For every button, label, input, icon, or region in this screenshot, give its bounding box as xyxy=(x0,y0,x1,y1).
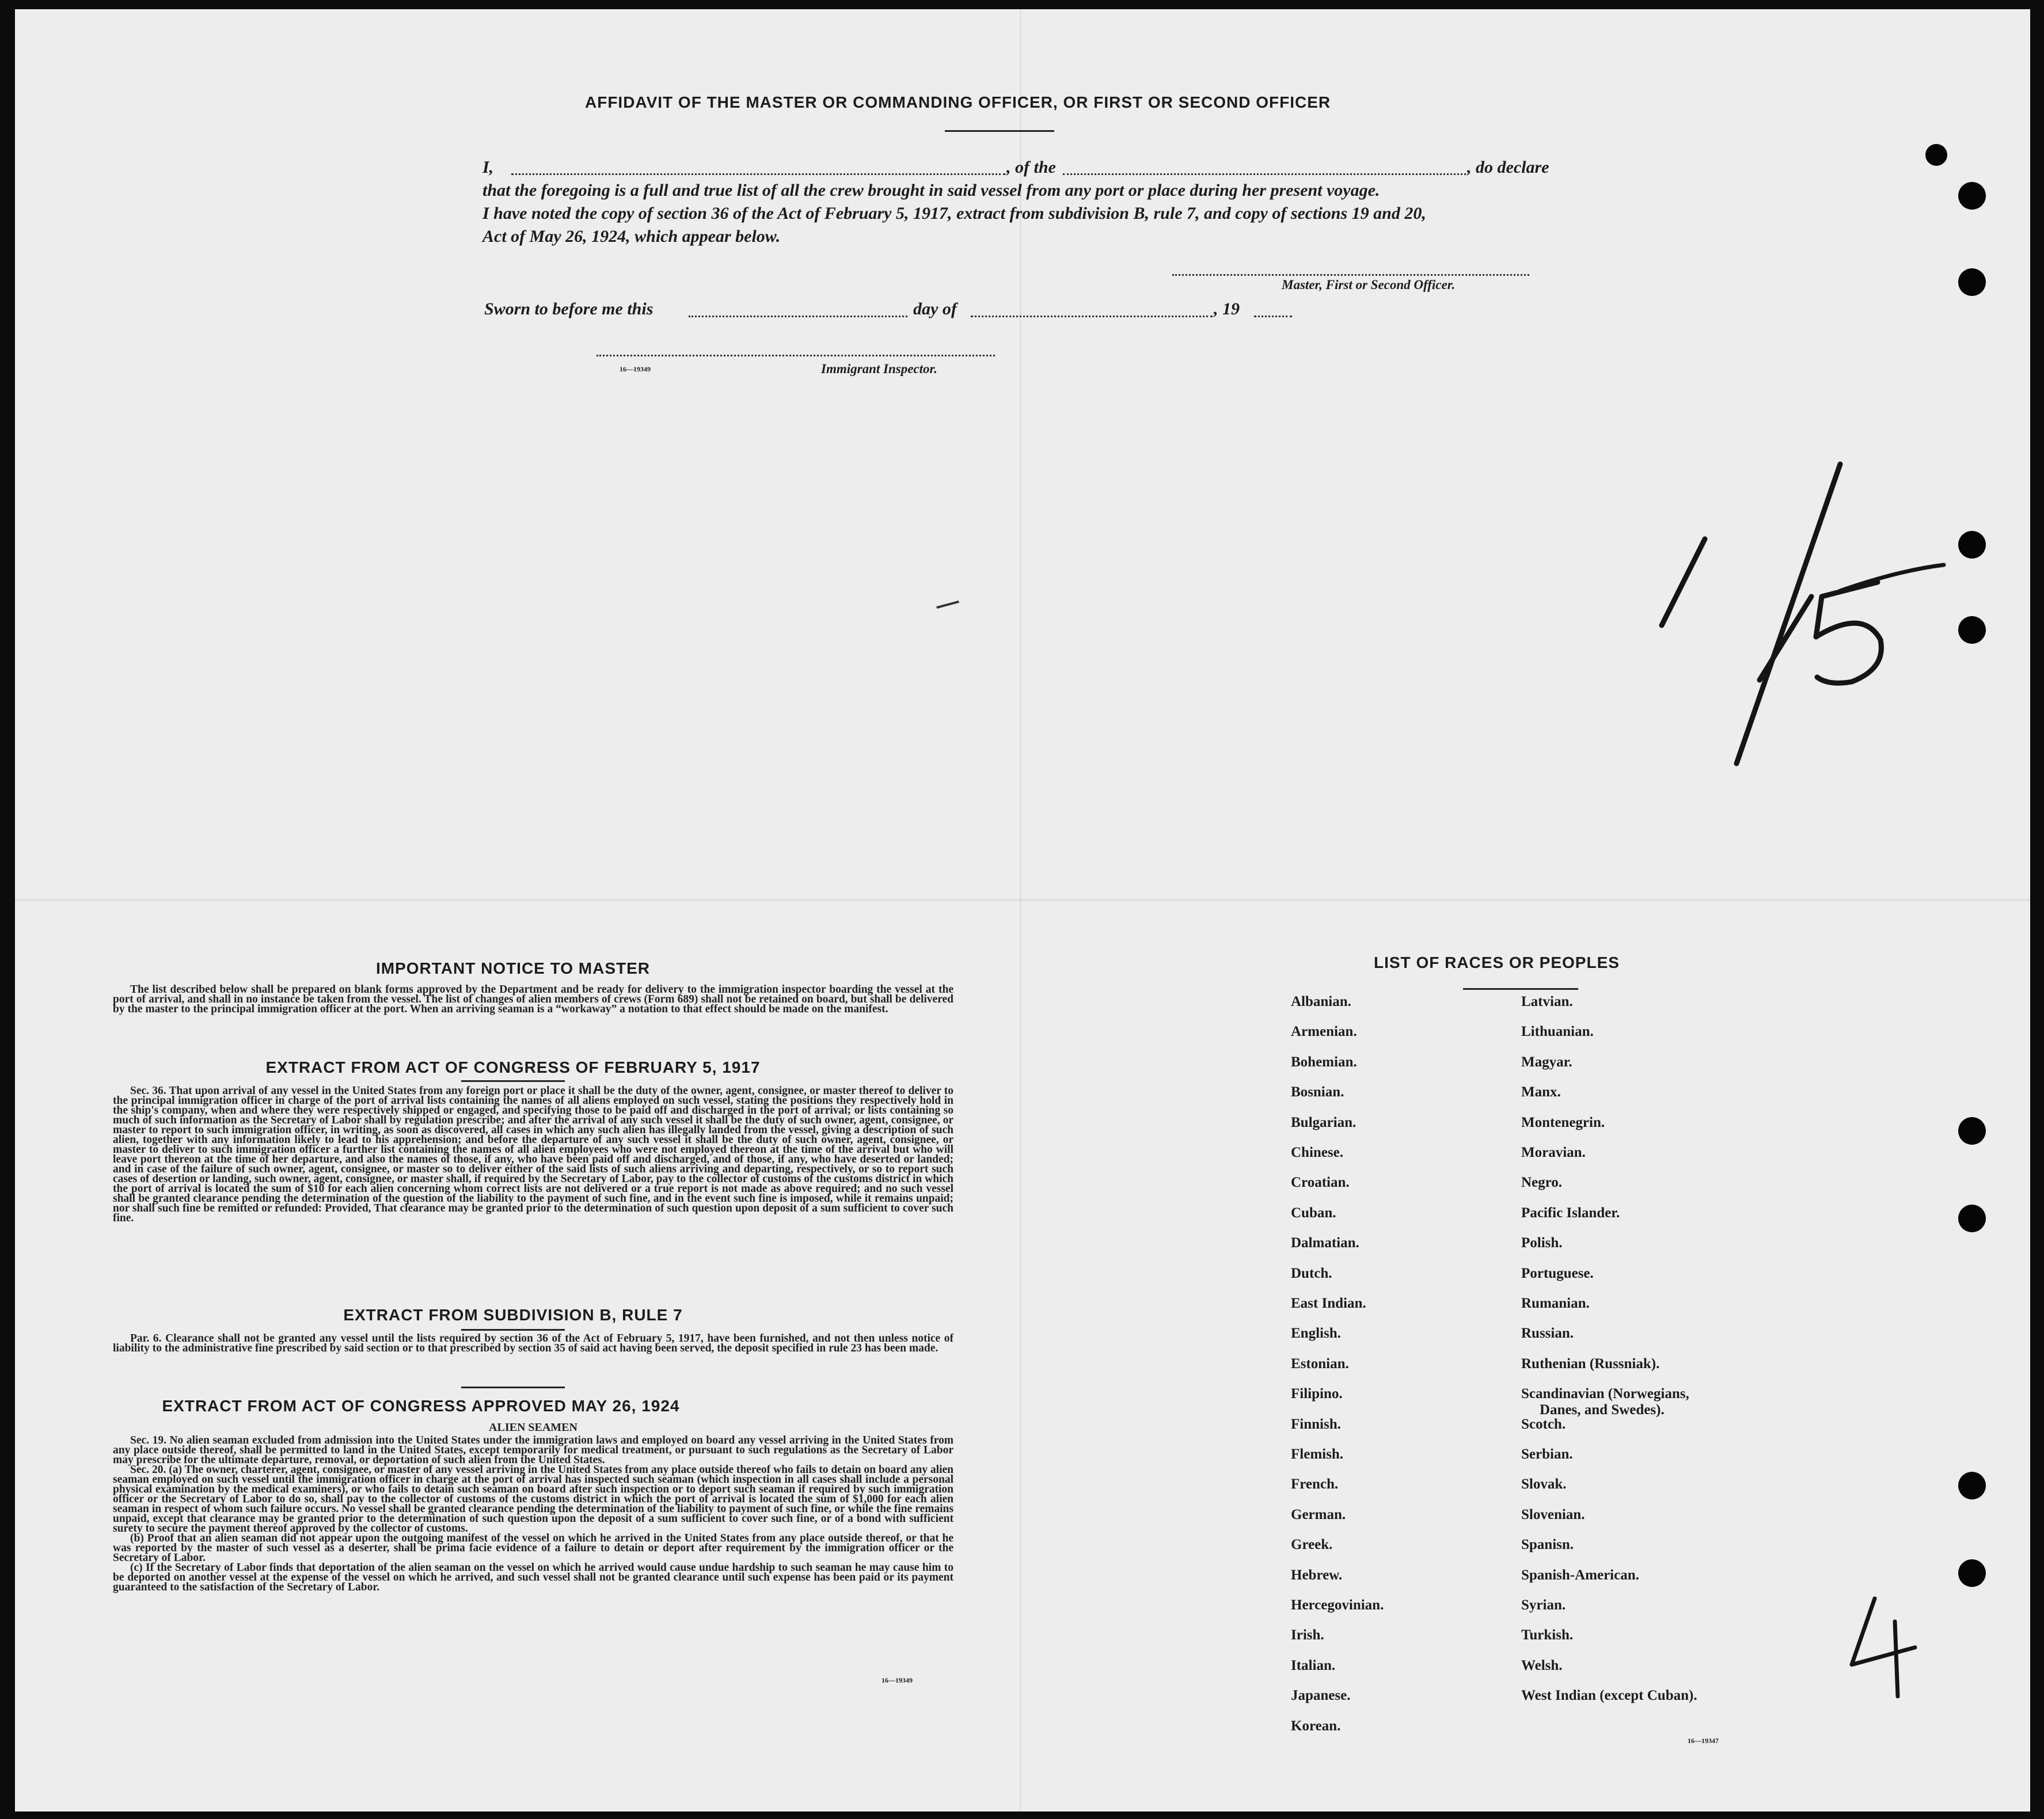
race-item: Negro. xyxy=(1521,1175,1563,1191)
extract-1924-title: EXTRACT FROM ACT OF CONGRESS APPROVED MAY 26, 1924 xyxy=(162,1397,680,1415)
sec-20b-paragraph: (b) Proof that an alien seaman did not appear upon the outgoing manifest of the vessel on which he arrived in the United States from any place outside thereof, or that he was reported by the master of such vessel as a deserter, shall be prima facie evidence of a failure to detain or deport after requirement by the immigration officer or the Secretary of Labor. xyxy=(113,1532,953,1564)
race-item: Pacific Islander. xyxy=(1521,1205,1620,1221)
fold-crease xyxy=(1020,9,1021,1812)
race-item: Chinese. xyxy=(1291,1145,1343,1160)
race-item: West Indian (except Cuban). xyxy=(1521,1688,1697,1704)
race-item: Lithuanian. xyxy=(1521,1024,1594,1040)
race-item: Greek. xyxy=(1291,1537,1333,1553)
race-item: Hebrew. xyxy=(1291,1567,1343,1583)
race-item: Russian. xyxy=(1521,1326,1574,1342)
race-item: Bohemian. xyxy=(1291,1054,1357,1070)
day-of-label: day of xyxy=(913,299,957,318)
race-item: Spanisn. xyxy=(1521,1537,1574,1553)
races-title: LIST OF RACES OR PEOPLES xyxy=(1374,954,1620,971)
sworn-day-blank[interactable] xyxy=(689,316,907,317)
race-item: Montenegrin. xyxy=(1521,1114,1605,1130)
document-page xyxy=(15,9,2030,1812)
master-signature-line[interactable] xyxy=(1172,274,1529,276)
sworn-year-blank[interactable] xyxy=(1254,316,1292,317)
punch-hole xyxy=(1958,1472,1986,1499)
race-item: Cuban. xyxy=(1291,1205,1336,1221)
notice-paragraph: The list described below shall be prepared on blank forms approved by the Department and be ready for delivery to the immigration inspector boarding the vessel at the port of arrival, and shall in no instance be taken from the vessel. The list of changes of alien members of crews (Form 689) shall not be retained on board, but shall be delivered by the master to the principal immigration officer at the port. When an arriving seaman is a “workaway” a notation to that effect should be made on the manifest. xyxy=(113,983,953,1015)
sworn-month-blank[interactable] xyxy=(971,316,1213,317)
race-item: Albanian. xyxy=(1291,994,1351,1009)
affidavit-line-2: that the foregoing is a full and true list of all the crew brought in said vessel from any port or place during her present voyage. xyxy=(482,181,1380,200)
race-item: Turkish. xyxy=(1521,1627,1574,1643)
extract-rule7-text xyxy=(113,1334,953,1368)
race-item: Ruthenian (Russniak). xyxy=(1521,1355,1660,1372)
race-item: Finnish. xyxy=(1291,1416,1341,1432)
punch-hole xyxy=(1958,531,1986,559)
punch-hole xyxy=(1958,268,1986,296)
race-item: Scotch. xyxy=(1521,1416,1566,1432)
affidavit-title: AFFIDAVIT OF THE MASTER OR COMMANDING OFFICER, OR FIRST OR SECOND OFFICER xyxy=(585,93,1331,111)
race-item: Bosnian. xyxy=(1291,1084,1344,1100)
extract-rule7-rule xyxy=(461,1329,565,1331)
affidavit-title-rule xyxy=(945,130,1054,132)
race-item: East Indian. xyxy=(1291,1296,1366,1311)
stray-mark xyxy=(936,601,959,609)
extract-1924-text xyxy=(113,1421,953,1674)
notice-text xyxy=(113,985,953,1036)
name-blank[interactable] xyxy=(511,173,1005,175)
race-item: Estonian. xyxy=(1291,1355,1349,1372)
notice-title: IMPORTANT NOTICE TO MASTER xyxy=(375,959,651,977)
race-item: Flemish. xyxy=(1291,1446,1343,1462)
punch-hole xyxy=(1958,1205,1986,1232)
race-item: Rumanian. xyxy=(1521,1296,1590,1311)
extract-1917-text xyxy=(113,1086,953,1282)
race-item: Serbian. xyxy=(1521,1446,1573,1462)
extract-form-number: 16—19349 xyxy=(882,1676,913,1684)
race-item: Dutch. xyxy=(1291,1265,1332,1281)
affidavit-line-4: Act of May 26, 1924, which appear below. xyxy=(482,227,781,246)
extract-rule7-title: EXTRACT FROM SUBDIVISION B, RULE 7 xyxy=(343,1306,683,1324)
races-form-number: 16—19347 xyxy=(1688,1737,1719,1745)
handwritten-page-number xyxy=(1840,1587,1927,1702)
affidavit-of-the-label: , of the xyxy=(1006,158,1056,177)
race-item: German. xyxy=(1291,1506,1346,1522)
year-label: , 19 xyxy=(1214,299,1240,318)
sec-20a-paragraph: Sec. 20. (a) The owner, charterer, agent, consignee, or master of any vessel arriving in the United States from any place outside thereof who fails to detain on board any alien seaman employed on such vessel until the immigration officer in charge at the port of arrival has inspected such seaman (which inspection in all cases shall include a personal physical examination by the medical examiners), or who fails to detain such seaman on board after such inspection or to deport such seaman if required by such immigration officer or the Secretary of Labor to do so, shall pay to the collector of customs of the customs district in which the port of arrival is located the sum of $1,000 for each alien seaman in respect of whom such failure occurs. No vessel shall be granted clearance pending the determination of the liability to payment of such fine, or while the fine remains unpaid, except that clearance may be granted prior to the determination of such question upon the deposit of a sum sufficient to cover such fine, or of a bond with sufficient surety to secure the payment thereof approved by the collector of customs. xyxy=(113,1464,953,1535)
alien-seamen-subtitle: ALIEN SEAMEN xyxy=(489,1421,578,1434)
race-item: Italian. xyxy=(1291,1657,1336,1673)
extract-1924-top-rule xyxy=(461,1387,565,1388)
races-title-rule xyxy=(1463,988,1578,990)
race-item: Japanese. xyxy=(1291,1688,1351,1704)
race-item: Armenian. xyxy=(1291,1024,1357,1040)
race-item: Filipino. xyxy=(1291,1386,1343,1402)
race-item: Irish. xyxy=(1291,1627,1324,1643)
affidavit-do-declare-label: , do declare xyxy=(1467,158,1549,177)
handwritten-number xyxy=(1621,453,1990,781)
race-item: Korean. xyxy=(1291,1718,1341,1734)
sec-19-paragraph: Sec. 19. No alien seaman excluded from admission into the United States under the immigration laws and employed on board any vessel arriving in the United States from any place outside thereof, shall be permitted to land in the United States, except temporarily for medical treatment, or pursuant to such regulations as the Secretary of Labor may prescribe for the ultimate departure, removal, or deportation of such alien from the United States. xyxy=(113,1434,953,1466)
race-item: French. xyxy=(1291,1476,1339,1493)
handwritten-page-number-text xyxy=(15,9,16,10)
race-item: Latvian. xyxy=(1521,994,1573,1009)
race-item: Spanish-American. xyxy=(1521,1567,1639,1583)
race-item: Slovenian. xyxy=(1521,1506,1585,1522)
affidavit-i-label: I, xyxy=(482,158,494,177)
inspector-caption: Immigrant Inspector. xyxy=(821,362,937,376)
punch-hole xyxy=(1958,616,1986,644)
punch-hole xyxy=(1958,1559,1986,1587)
race-item: Magyar. xyxy=(1521,1054,1572,1070)
affidavit-form-number: 16—19349 xyxy=(620,365,651,373)
sec-36-paragraph: Sec. 36. That upon arrival of any vessel in the United States from any foreign port or place it shall be the duty of the owner, agent, consignee, or master thereof to deliver to the principal immigration officer in charge of the port of arrival lists containing the names of all aliens employed on such vessel, stating the positions they respectively hold in the ship's company, when and where they were respectively shipped or engaged, and specifying those to be paid off and discharged in the port of arrival; or lists containing so much of such information as the Secretary of Labor shall by regulation prescribe; and after the arrival of any such vessel it shall be the duty of such owner, agent, consignee, or master to report to such immigration officer, in writing, as soon as discovered, all cases in which any such alien has illegally landed from the vessel, giving a description of such alien, together with any information likely to lead to his apprehension; and before the departure of any such vessel it shall be the duty of such owner, agent, consignee, or master to deliver to such immigration officer a further list containing the names of all alien employees who were not employed thereon at the time of the arrival but who will leave port thereon at the time of her departure, and also the names of those, if any, who have been paid off and discharged, and of those, if any, who have deserted or landed; and in case of the failure of such owner, agent, consignee, or master so to deliver either of the said lists of such aliens arriving and departing, respectively, or so to report such cases of desertion or landing, such owner, agent, consignee, or master shall, if required by the Secretary of Labor, pay to the collector of customs of the customs district in which the port of arrival is located the sum of $10 for each alien concerning whom correct lists are not delivered or a true report is not made as above required; and no such vessel shall be granted clearance pending the determination of the question of the liability to the payment of such fine, and in the event such fine is imposed, while it remains unpaid; nor shall such fine be remitted or refunded: Provided, That clearance may be granted prior to the determination of such question upon deposit of a sum sufficient to cover such fine. xyxy=(113,1085,953,1224)
par-6-paragraph: Par. 6. Clearance shall not be granted any vessel until the lists required by section 36 of the Act of February 5, 1917, have been furnished, and not then unless notice of liability to the administrative fine prescribed by said section or to that prescribed by section 35 of said act having been served, the deposit specified in rule 23 has been made. xyxy=(113,1332,953,1354)
race-item: Slovak. xyxy=(1521,1476,1567,1493)
affidavit-line-3: I have noted the copy of section 36 of the Act of February 5, 1917, extract from subdivision B, rule 7, and copy of sections 19 and 20, xyxy=(482,204,1426,223)
race-item: Syrian. xyxy=(1521,1597,1566,1613)
race-item: Croatian. xyxy=(1291,1175,1350,1191)
race-item: Polish. xyxy=(1521,1235,1563,1251)
race-item: Danes, and Swedes). xyxy=(1540,1402,1665,1418)
race-item: Scandinavian (Norwegians, xyxy=(1521,1386,1689,1402)
race-item: English. xyxy=(1291,1326,1341,1342)
vessel-blank[interactable] xyxy=(1063,173,1466,175)
extract-1917-title: EXTRACT FROM ACT OF CONGRESS OF FEBRUARY 5, 1917 xyxy=(265,1058,761,1076)
race-item: Moravian. xyxy=(1521,1145,1586,1160)
race-item: Portuguese. xyxy=(1521,1265,1594,1281)
inspector-signature-line[interactable] xyxy=(597,355,995,356)
race-item: Bulgarian. xyxy=(1291,1114,1357,1130)
punch-hole xyxy=(1925,144,1947,166)
sec-20c-paragraph: (c) If the Secretary of Labor finds that deportation of the alien seaman on the vessel on which he arrived would cause undue hardship to such seaman he may cause him to be deported on another vessel at the expense of the vessel on which he arrived, and such vessel shall not be granted clearance until such expense has been paid or its payment guaranteed to the satisfaction of the Secretary of Labor. xyxy=(113,1562,953,1593)
race-item: Manx. xyxy=(1521,1084,1561,1100)
sworn-label: Sworn to before me this xyxy=(484,299,654,318)
punch-hole xyxy=(1958,182,1986,210)
fold-crease xyxy=(15,899,2030,901)
punch-hole xyxy=(1958,1117,1986,1145)
race-item: Welsh. xyxy=(1521,1657,1563,1673)
master-caption: Master, First or Second Officer. xyxy=(1282,278,1456,292)
race-item: Dalmatian. xyxy=(1291,1235,1359,1251)
extract-1917-rule xyxy=(461,1080,565,1082)
race-item: Hercegovinian. xyxy=(1291,1597,1384,1613)
